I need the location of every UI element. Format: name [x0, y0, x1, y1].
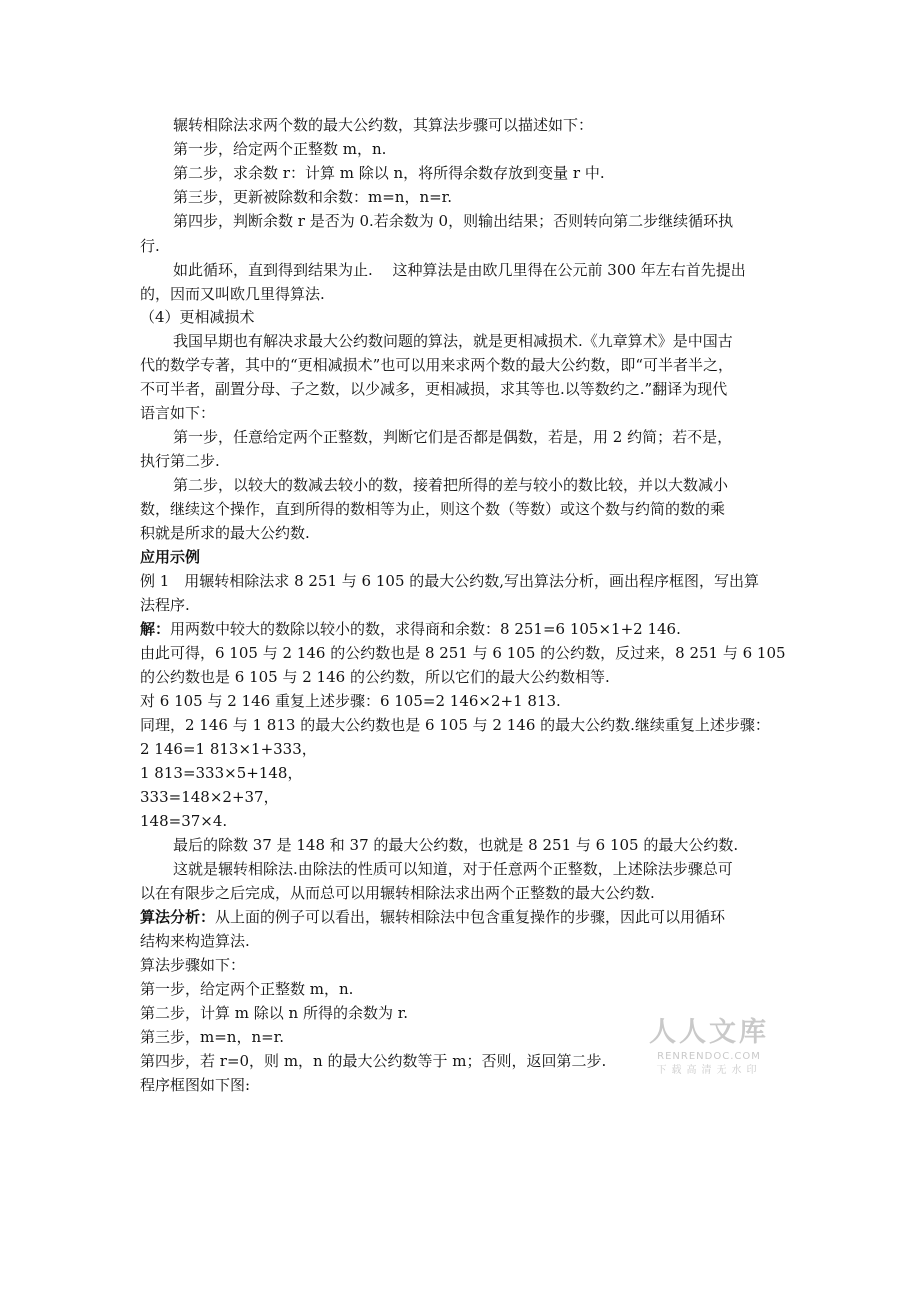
text-line: 第二步，求余数 r：计算 m 除以 n，将所得余数存放到变量 r 中. [173, 164, 605, 182]
text-line: 解：用两数中较大的数除以较小的数，求得商和余数：8 251=6 105×1+2 146. [140, 620, 681, 638]
text-line: 以在有限步之后完成，从而总可以用辗转相除法求出两个正整数的最大公约数. [140, 884, 655, 902]
solution-label: 解： [140, 620, 171, 638]
text-line: 我国早期也有解决求最大公约数问题的算法，就是更相减损术.《九章算术》是中国古 [173, 332, 733, 350]
analysis-label: 算法分析： [140, 908, 216, 926]
text-line: 算法步骤如下： [140, 956, 246, 974]
text-line: 第三步，更新被除数和余数：m=n，n=r. [173, 188, 452, 206]
text-line: 数，继续这个操作，直到所得的数相等为止，则这个数（等数）或这个数与约简的数的乘 [140, 500, 726, 518]
text-line: 如此循环，直到得到结果为止. 这种算法是由欧几里得在公元前 300 年左右首先提出 [173, 261, 746, 279]
text-line: 算法分析：从上面的例子可以看出，辗转相除法中包含重复操作的步骤，因此可以用循环 [140, 908, 726, 926]
text-line: 第四步，判断余数 r 是否为 0.若余数为 0，则输出结果；否则转向第二步继续循环执 [173, 212, 734, 230]
text-line: 积就是所求的最大公约数. [140, 524, 310, 542]
text-line: 第一步，给定两个正整数 m，n. [173, 140, 387, 158]
text-line: 第一步，任意给定两个正整数，判断它们是否都是偶数，若是，用 2 约简；若不是， [173, 428, 733, 446]
text-line: 不可半者，副置分母、子之数，以少减多，更相减损，求其等也.以等数约之.”翻译为现代 [140, 380, 728, 398]
equation-line: 1 813=333×5+148， [140, 764, 303, 782]
text-line: 对 6 105 与 2 146 重复上述步骤：6 105=2 146×2+1 813. [140, 692, 561, 710]
text-line: 语言如下： [140, 404, 216, 422]
text-line: 第二步，计算 m 除以 n 所得的余数为 r. [140, 1004, 409, 1022]
equation-line: 333=148×2+37， [140, 788, 279, 806]
text-line: 例 1 用辗转相除法求 8 251 与 6 105 的最大公约数,写出算法分析，画出程序框图，写出算 [140, 572, 760, 590]
text-line: 行. [140, 237, 160, 255]
text-line: 第三步，m=n，n=r. [140, 1028, 284, 1046]
text-line: 最后的除数 37 是 148 和 37 的最大公约数，也就是 8 251 与 6 105 的最大公约数. [173, 836, 739, 854]
text-line: 这就是辗转相除法.由除法的性质可以知道，对于任意两个正整数，上述除法步骤总可 [173, 860, 733, 878]
text-line: 的公约数也是 6 105 与 2 146 的公约数，所以它们的最大公约数相等. [140, 668, 610, 686]
section-heading: 应用示例 [140, 548, 201, 566]
text-line: 代的数学专著，其中的“更相减损术”也可以用来求两个数的最大公约数，即“可半者半之， [140, 356, 734, 374]
text-line: 程序框图如下图: [140, 1076, 251, 1094]
text-line: 结构来构造算法. [140, 932, 250, 950]
section-heading: （4）更相减损术 [140, 308, 255, 326]
text-line: 的，因而又叫欧几里得算法. [140, 285, 325, 303]
text-line: 辗转相除法求两个数的最大公约数，其算法步骤可以描述如下： [173, 116, 594, 134]
watermark-title: 人人文库 [649, 1017, 769, 1048]
watermark-domain: RENRENDOC.COM [657, 1051, 761, 1062]
equation-line: 148=37×4. [140, 812, 228, 830]
watermark-subtitle: 下载高清无水印 [656, 1065, 762, 1076]
text-line: 第一步，给定两个正整数 m，n. [140, 980, 354, 998]
watermark-logo [646, 1016, 772, 1078]
text-line: 第二步，以较大的数减去较小的数，接着把所得的差与较小的数比较，并以大数减小 [173, 476, 729, 494]
text-line: 第四步，若 r=0，则 m，n 的最大公约数等于 m；否则，返回第二步. [140, 1052, 607, 1070]
text-line: 法程序. [140, 596, 190, 614]
text-line: 由此可得，6 105 与 2 146 的公约数也是 8 251 与 6 105 的公约数，反过来，8 251 与 6 105 [140, 644, 786, 662]
text-line: 执行第二步. [140, 452, 220, 470]
text-line: 同理，2 146 与 1 813 的最大公约数也是 6 105 与 2 146 的最大公约数.继续重复上述步骤： [140, 716, 770, 734]
equation-line: 2 146=1 813×1+333， [140, 740, 317, 758]
